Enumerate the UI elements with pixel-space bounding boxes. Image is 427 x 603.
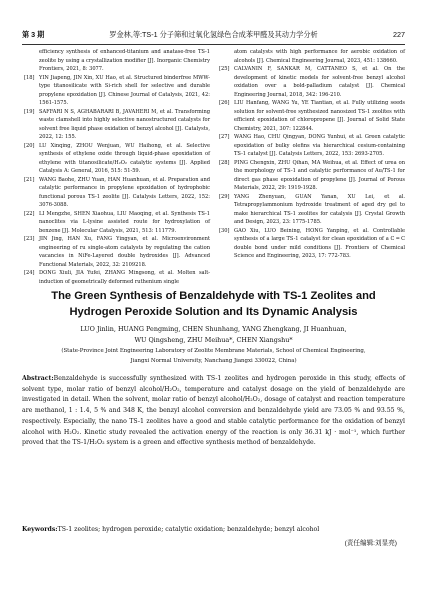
reference-number: [21] [24,176,35,183]
abstract-label: Abstract: [22,375,54,382]
abstract-text: Benzaldehyde is successfully synthesized with TS-1 zeolites and hydrogen peroxide in this study, effects of solvent type, molar ratio of benzyl alcohol/H₂O₂, temperature and catalyst dosage on the yield of benzaldehyde are investigated in detail. When the solvent, molar ratio of benzyl alcohol/H₂O₂, dosage of catalyst and reaction temperature are methanol, 1 : 1.4, 5 % and 348 K, the benzyl alcohol conversion and benzaldehyde yield are 73.05 % and 93.55 %, respectively. Especially, the nano TS-1 zeolites have a good and stable catalytic performance for the oxidation of benzyl alcohol with H₂O₂. Kinetic study revealed the activation energy of the reaction is only 36.31 kJ · mol⁻¹, which further proved that the TS-1/H₂O₂ system is a green and effective synthesis method of benzaldehyde. [22,375,405,447]
article-title [30,288,397,320]
reference-item [219,227,405,261]
reference-text: LI Mengzhe, SHEN Xiaohua, LIU Maoqing, et al. Synthesis TS-1 nanoclites via L-lysine assisted route for hydroxylation of benzene [J]. Molecular Catalysis, 2021, 513: 111779. [39,210,210,234]
reference-item [219,133,405,159]
reference-number: [27] [219,134,230,140]
reference-text: GAO Xiu, LUO Beining, HONG Yanping, et al. Controllable synthesis of a large TS-1 catalyst for clean epoxidation of a C ═ C double bond under mild conditions [J]. Frontiers of Chemical Science and Engineering, 2023, 17: 772-783. [234,227,405,259]
reference-number: [20] [24,142,35,149]
header-rule [22,44,405,45]
page-number: 227 [393,30,405,39]
reference-text: atom catalysts with high performance for aerobic oxidation of alcohols [J]. Chemical Engineering Journal, 2023, 451: 138660. [234,49,405,64]
reference-item [24,108,210,142]
reference-text: efficiency synthesis of enhanced-titanium and anatase-free TS-1 zeolite by using a crystallization modifier [J]. Inorganic Chemistry Frontiers, 2021, 8: 3077. [39,49,210,72]
reference-number: [18] [24,74,35,81]
reference-number: [29] [219,193,230,200]
reference-item [219,99,405,133]
keywords [22,525,405,536]
reference-number: [24] [24,270,35,276]
affiliation-line-1: (State-Province Joint Engineering Laboratory of Zeolite Membrane Materials, School of Chemical Engineering, [61,348,366,354]
reference-text: LIU Hanfang, WANG Yu, YE Tiantian, et al. Fully utilizing seeds solution for solvent-free synthesized nanosized TS-1 zeolites with efficient epoxidation of chloropropene [J]. Journal of Solid State Chemistry, 2021, 307: 122844. [234,100,405,132]
keywords-text: TS-1 zeolites; hydrogen peroxide; catalytic oxidation; benzaldehyde; benzyl alcohol [57,526,320,533]
reference-item [24,142,210,176]
article-title-line-2: Hydrogen Peroxide Solution and Its Dynamic Analysis [69,306,358,318]
affiliation [30,347,397,366]
reference-text: YANG Zhenyuan, GUAN Yanan, XU Lei, et al. Tetrapropylammonium hydroxide treatment of aged dry gel to make hierarchical TS-1 zeolites for catalysis [J]. Crystal Growth and Design, 2023, 23: 1775-1785. [234,193,405,225]
reference-item [24,210,210,236]
reference-text: YIN Jiapeng, JIN Xin, XU Hao, et al. Structured binderfree MWW-type titanosilicate with Si-rich shell for selective and durable propylene epoxidation [J]. Chinese Journal of Catalysis, 2021, 42: 1561-1575. [39,74,210,106]
reference-number: [19] [24,108,35,115]
references-right-column [219,48,405,261]
reference-text: WANG Hao, CHU Qingyan, DONG Yunhui, et al. Green catalytic epoxidation of bulky olefins via hierarchical cesium-containing TS-1 catalyst [J]. Catalysis Letters, 2022, 153: 2693-2705. [234,134,405,157]
reference-item [219,48,405,65]
reference-text: LU Xinqing, ZHOU Wenjuan, WU Haihong, et al. Selective synthesis of ethylene oxide through liquid-phase epoxidation of ethylene with titanosilicate/H₂O₂ catalytic systems [J]. Applied Catalysis A: General, 2016, 515: 51-59. [39,142,210,174]
article-title-line-1: The Green Synthesis of Benzaldehyde with TS-1 Zeolites and [51,290,376,302]
author-list-line-1: LUO Jinlin, HUANG Pengming, CHEN Shunhang, YANG Zhengkang, JI Huanhuan, [80,325,347,333]
reference-text: PING Chengxin, ZHU Qihan, MA Weihua, et al. Effect of urea on the morphology of TS-1 and catalytic performance of Au/TS-1 for direct gas phase epoxidation of propylene [J]. Journal of Porous Materials, 2022, 29: 1919-1928. [234,159,405,191]
reference-item [24,48,210,74]
reference-text: DONG Xiuli, JIA Yufei, ZHANG Mingsong, et al. Molten salt-induction of geometrically deformed ruthenium single [39,270,210,285]
reference-item [219,65,405,99]
reference-text: WANG Baohe, ZHU Yuan, HAN Huanhuan, et al. Preparation and catalytic performance in propylene epoxidation of hydrophobic functional porous TS-1 zeolite [J]. Catalysis Letters, 2022, 152: 3076-3088. [39,176,210,208]
reference-item [219,193,405,227]
reference-text: JIN Jing, HAN Xu, FANG Yingyan, et al. Microenvironment engineering of ru single-atom catalysts by regulating the cation vacancies in NiFe-Layered double hydroxides [J]. Advanced Functional Materials, 2022, 32: 2109218. [39,236,210,268]
issue-number: 第 3 期 [22,30,45,39]
abstract [22,374,405,449]
author-list-line-2: WU Qingsheng, ZHU Meihua*, CHEN Xiangshu* [134,336,293,344]
reference-item [24,269,210,286]
reference-number: [23] [24,236,35,242]
reference-text: CALVANIN F, SANKAR M, CATTANEO S, et al. On the development of kinetic models for solvent-free benzyl alcohol oxidation over a bold-palladium catalyst [J]. Chemical Engineering Journal, 2018, 342: 196-210. [234,66,405,98]
author-list [30,324,397,346]
responsible-editor: (责任编辑:刘显亮) [344,540,397,547]
reference-number: [30] [219,227,230,234]
reference-number: [25] [219,66,230,72]
affiliation-line-2: Jiangxi Normal University, Nanchang Jiangxi 330022, China) [130,357,297,364]
reference-number: [26] [219,100,230,106]
reference-item [219,159,405,193]
running-header [22,30,405,43]
reference-item [24,235,210,269]
reference-text: SAFFARI N S, AGHABARARI B, JAVAHERI M, et al. Transforming waste clamshell into highly selective nanostructured catalysts for solvent free liquid phase oxidation of benzyl alcohol [J]. Catalysts, 2022, 12: 155. [39,108,210,140]
reference-item [24,176,210,210]
reference-item [24,74,210,108]
reference-number: [22] [24,210,35,217]
keywords-label: Keywords: [22,526,58,533]
reference-number: [28] [219,159,230,166]
references-left-column [24,48,210,286]
running-title: 罗金林,等:TS-1 分子筛和过氧化氢绿色合成苯甲醛及其动力学分析 [109,30,318,39]
